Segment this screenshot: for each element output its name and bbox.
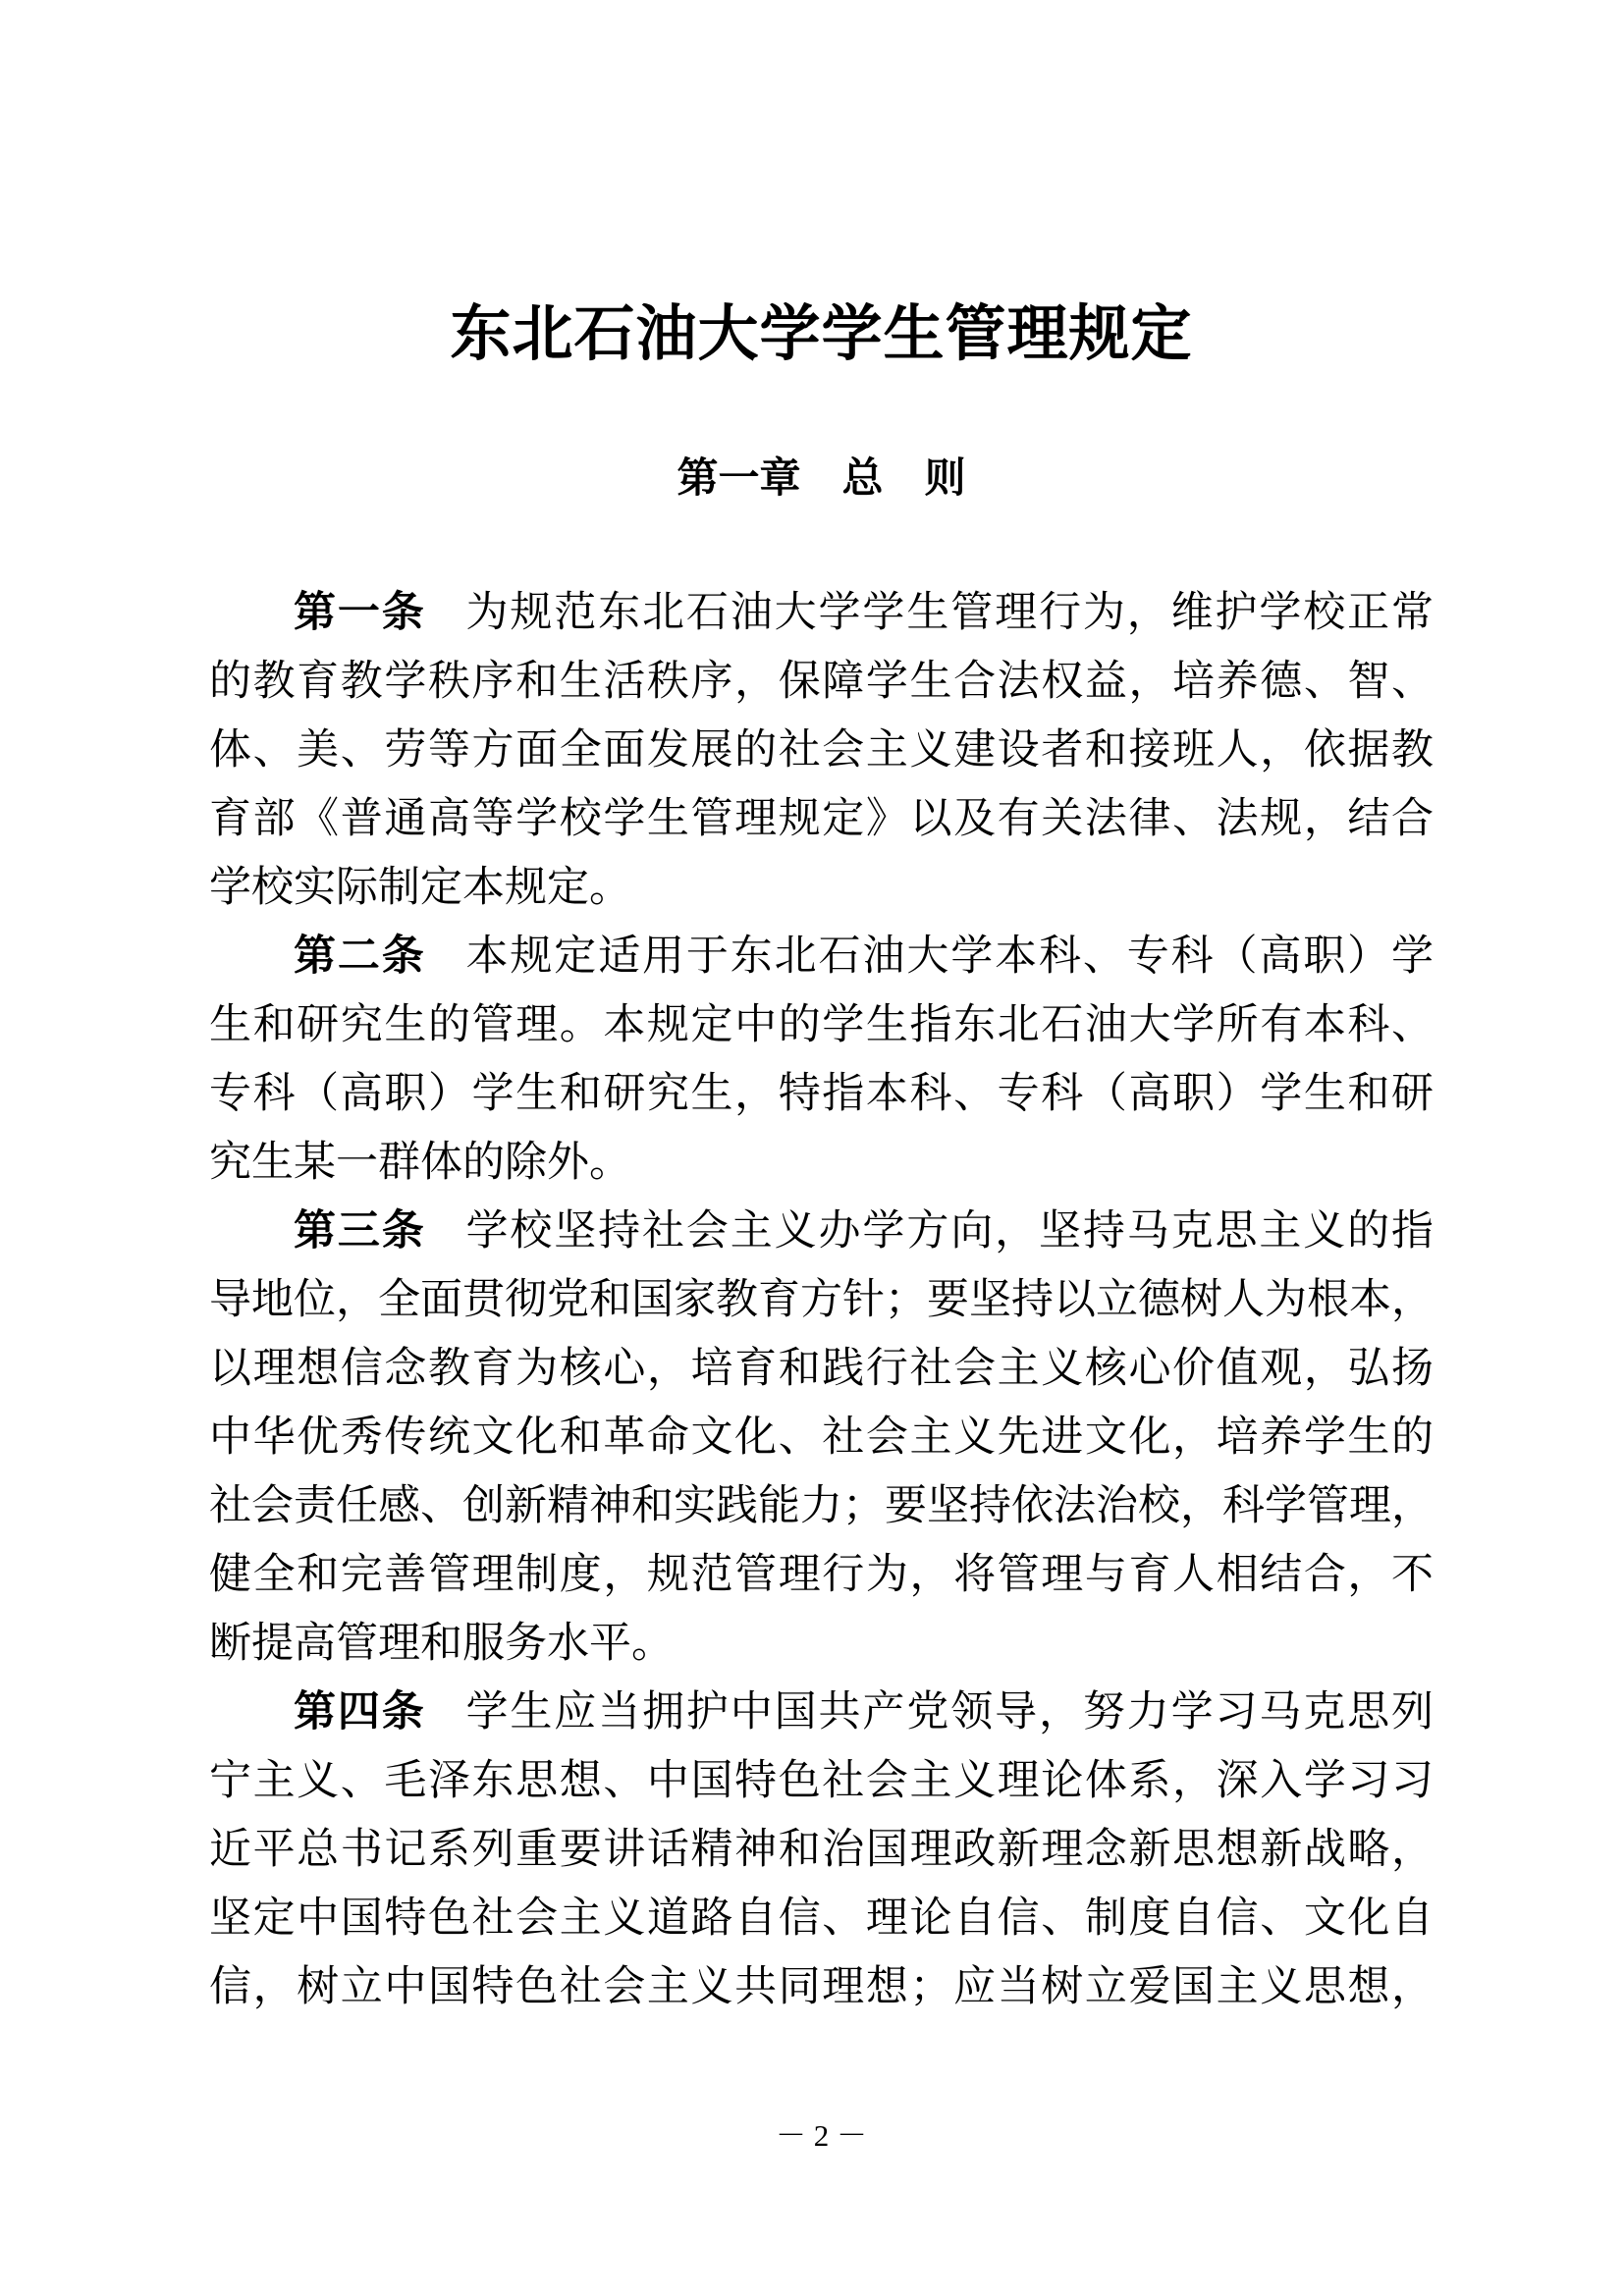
body-line: 近平总书记系列重要讲话精神和治国理政新理念新思想新战略，	[209, 1827, 1434, 1873]
body-line: 第三条 学校坚持社会主义办学方向，坚持马克思主义的指	[294, 1208, 1434, 1255]
body-line: 第四条 学生应当拥护中国共产党领导，努力学习马克思列	[294, 1689, 1434, 1735]
body-line: 导地位，全面贯彻党和国家教育方针；要坚持以立德树人为根本，	[209, 1277, 1434, 1323]
body-line: 学校实际制定本规定。	[209, 865, 631, 911]
body-line: 社会责任感、创新精神和实践能力；要坚持依法治校，科学管理，	[209, 1483, 1434, 1529]
body-line: 究生某一群体的除外。	[209, 1140, 631, 1186]
body-line: 的教育教学秩序和生活秩序，保障学生合法权益，培养德、智、	[209, 659, 1434, 705]
body-line: 中华优秀传统文化和革命文化、社会主义先进文化，培养学生的	[209, 1415, 1434, 1461]
body-line: 生和研究生的管理。本规定中的学生指东北石油大学所有本科、	[209, 1002, 1434, 1048]
body-line: 断提高管理和服务水平。	[209, 1621, 674, 1667]
chapter-heading: 第一章 总 则	[677, 454, 966, 501]
document-title: 东北石油大学学生管理规定	[450, 301, 1193, 368]
body-line: 信，树立中国特色社会主义共同理想；应当树立爱国主义思想，	[209, 1964, 1434, 2010]
body-line: 专科（高职）学生和研究生，特指本科、专科（高职）学生和研	[209, 1071, 1434, 1117]
page-number: － 2 －	[776, 2118, 867, 2153]
body-line: 坚定中国特色社会主义道路自信、理论自信、制度自信、文化自	[209, 1896, 1434, 1942]
body-line: 育部《普通高等学校学生管理规定》以及有关法律、法规，结合	[209, 796, 1434, 842]
body-line: 以理想信念教育为核心，培育和践行社会主义核心价值观，弘扬	[209, 1346, 1434, 1392]
body-line: 第一条 为规范东北石油大学学生管理行为，维护学校正常	[294, 590, 1434, 636]
body-line: 健全和完善管理制度，规范管理行为，将管理与育人相结合，不	[209, 1552, 1434, 1598]
document-body	[209, 579, 1434, 2022]
article-label: 第三条	[294, 1208, 426, 1255]
body-line: 宁主义、毛泽东思想、中国特色社会主义理论体系，深入学习习	[209, 1758, 1434, 1804]
article-label: 第四条	[294, 1689, 426, 1735]
article-label: 第一条	[294, 590, 426, 636]
body-line: 第二条 本规定适用于东北石油大学本科、专科（高职）学	[294, 934, 1434, 980]
article-label: 第二条	[294, 934, 426, 980]
body-line: 体、美、劳等方面全面发展的社会主义建设者和接班人，依据教	[209, 727, 1434, 774]
